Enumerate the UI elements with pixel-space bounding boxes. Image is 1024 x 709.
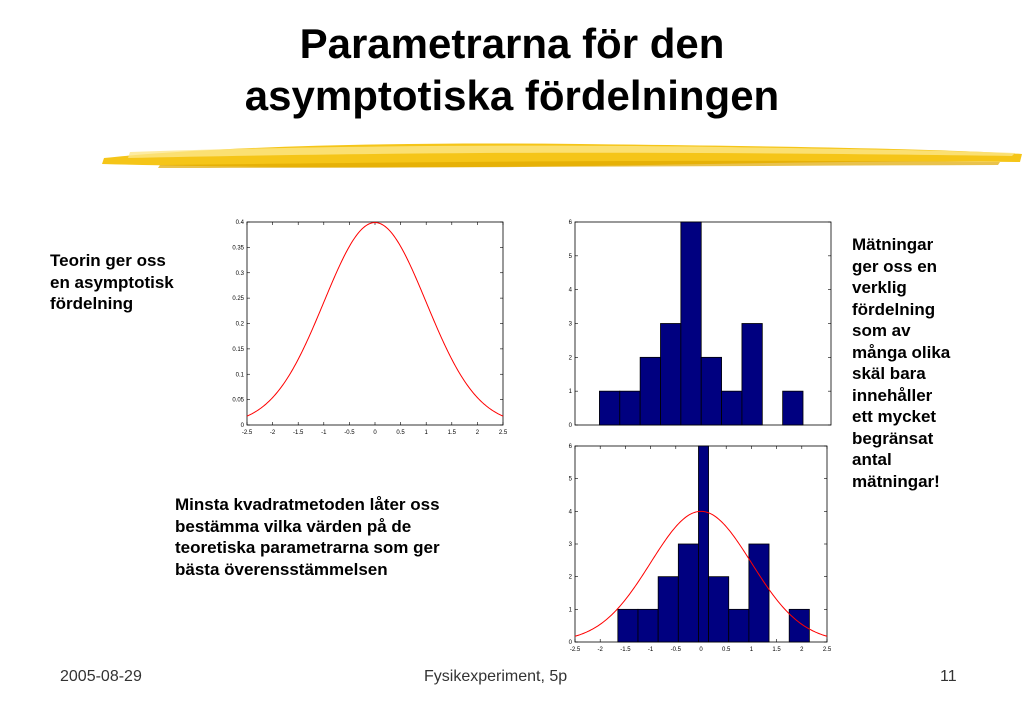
histogram-bar (658, 577, 678, 642)
histogram-bar (640, 357, 660, 425)
x-tick-label: 1.5 (772, 647, 781, 653)
y-tick-label: 0.25 (232, 296, 244, 303)
y-tick-label: 0 (568, 423, 572, 429)
text-line: begränsat (852, 428, 934, 448)
x-tick-label: -1 (647, 647, 654, 653)
text-line: Minsta kvadratmetoden låter oss (175, 495, 440, 514)
text-asymptotic (50, 250, 174, 315)
histogram-bar (698, 446, 708, 642)
y-tick-label: 6 (568, 444, 572, 450)
y-tick-label: 3 (568, 321, 572, 328)
x-tick-label: -2.5 (241, 430, 253, 436)
histogram-bar (789, 609, 809, 642)
footer-page-number: 11 (940, 668, 957, 685)
plot-frame (247, 222, 503, 425)
x-tick-label: 2.5 (498, 430, 508, 436)
text-line: mätningar! (852, 471, 940, 491)
x-tick-label: -2 (597, 647, 603, 653)
histogram-bar (783, 391, 803, 425)
x-tick-label: 2.5 (822, 647, 832, 653)
y-tick-label: 0.05 (232, 397, 244, 404)
text-measurements (852, 234, 950, 492)
text-line: många olika (852, 342, 951, 362)
histogram-bar (749, 544, 769, 642)
text-line: ger oss en (852, 256, 938, 276)
x-tick-label: 0 (373, 430, 377, 436)
slide-title-line1: Parametrarna för den (299, 20, 725, 67)
text-line: fördelning (852, 299, 936, 319)
x-tick-label: -1.5 (620, 647, 631, 653)
text-line: Teorin ger oss (50, 251, 166, 270)
text-line: verklig (852, 278, 907, 297)
x-tick-label: -0.5 (670, 647, 681, 653)
x-tick-label: -2 (269, 430, 276, 436)
y-tick-label: 6 (568, 220, 572, 226)
y-tick-label: 0.15 (232, 346, 244, 353)
histogram-chart (555, 212, 835, 434)
y-tick-label: 4 (568, 509, 572, 516)
text-line: teoretiska parametrarna som ger (175, 538, 440, 557)
x-tick-label: 2 (800, 647, 804, 653)
x-tick-label: 1.5 (447, 430, 456, 436)
histogram-bar (620, 391, 640, 425)
x-tick-label: -0.5 (344, 430, 355, 436)
y-tick-label: 2 (568, 355, 572, 362)
y-tick-label: 1 (568, 607, 572, 614)
histogram-bar (742, 324, 762, 426)
x-tick-label: 0 (699, 647, 703, 653)
y-tick-label: 0.2 (235, 321, 244, 328)
histogram-bar (599, 391, 619, 425)
histogram-bar (701, 357, 721, 425)
text-line: skäl bara (852, 364, 926, 383)
title-underline-brushstroke (100, 138, 1024, 172)
histogram-bar (709, 577, 729, 642)
x-tick-label: 0.5 (396, 430, 405, 436)
footer-date: 2005-08-29 (60, 668, 142, 685)
y-tick-label: 5 (568, 253, 572, 260)
y-tick-label: 4 (568, 287, 572, 294)
slide-title (0, 18, 1024, 122)
footer-course: Fysikexperiment, 5p (424, 668, 568, 685)
text-line: innehåller (852, 385, 933, 405)
histogram-bar (681, 222, 701, 425)
text-line: bestämma vilka värden på de (175, 516, 412, 536)
x-tick-label: 1 (749, 647, 754, 653)
gaussian-chart (218, 212, 518, 440)
x-tick-label: -1.5 (293, 430, 304, 436)
y-tick-label: 0.1 (235, 372, 244, 379)
text-line: antal (852, 450, 892, 469)
histogram-bar (729, 609, 749, 642)
text-line: som av (852, 321, 911, 340)
text-least-squares (175, 494, 440, 580)
text-line: Mätningar (852, 235, 934, 254)
x-tick-label: 1 (424, 430, 428, 436)
x-tick-label: 0.5 (722, 647, 731, 653)
histogram-bar (618, 609, 638, 642)
y-tick-label: 3 (568, 542, 572, 548)
y-tick-label: 0.4 (235, 220, 244, 226)
y-tick-label: 5 (568, 476, 572, 483)
histogram-bar (661, 324, 681, 426)
y-tick-label: 0 (240, 423, 244, 429)
y-tick-label: 0.35 (232, 245, 244, 252)
gaussian-curve (247, 223, 503, 417)
text-line: ett mycket (852, 407, 937, 426)
x-tick-label: 2 (475, 430, 480, 436)
histogram-bar (638, 609, 658, 642)
histogram-bar (678, 544, 698, 642)
x-tick-label: -1 (321, 430, 327, 436)
histogram-bar (722, 391, 742, 425)
x-tick-label: -2.5 (569, 647, 581, 653)
y-tick-label: 1 (568, 389, 572, 396)
y-tick-label: 0 (568, 640, 572, 646)
y-tick-label: 2 (568, 574, 572, 581)
y-tick-label: 0.3 (235, 270, 244, 277)
slide-title-line2: asymptotiska fördelningen (244, 72, 780, 119)
text-line: en asymptotisk (50, 272, 174, 292)
text-line: bästa överensstämmelsen (175, 559, 388, 579)
histogram-fit-chart (555, 437, 840, 659)
text-line: fördelning (50, 294, 134, 313)
